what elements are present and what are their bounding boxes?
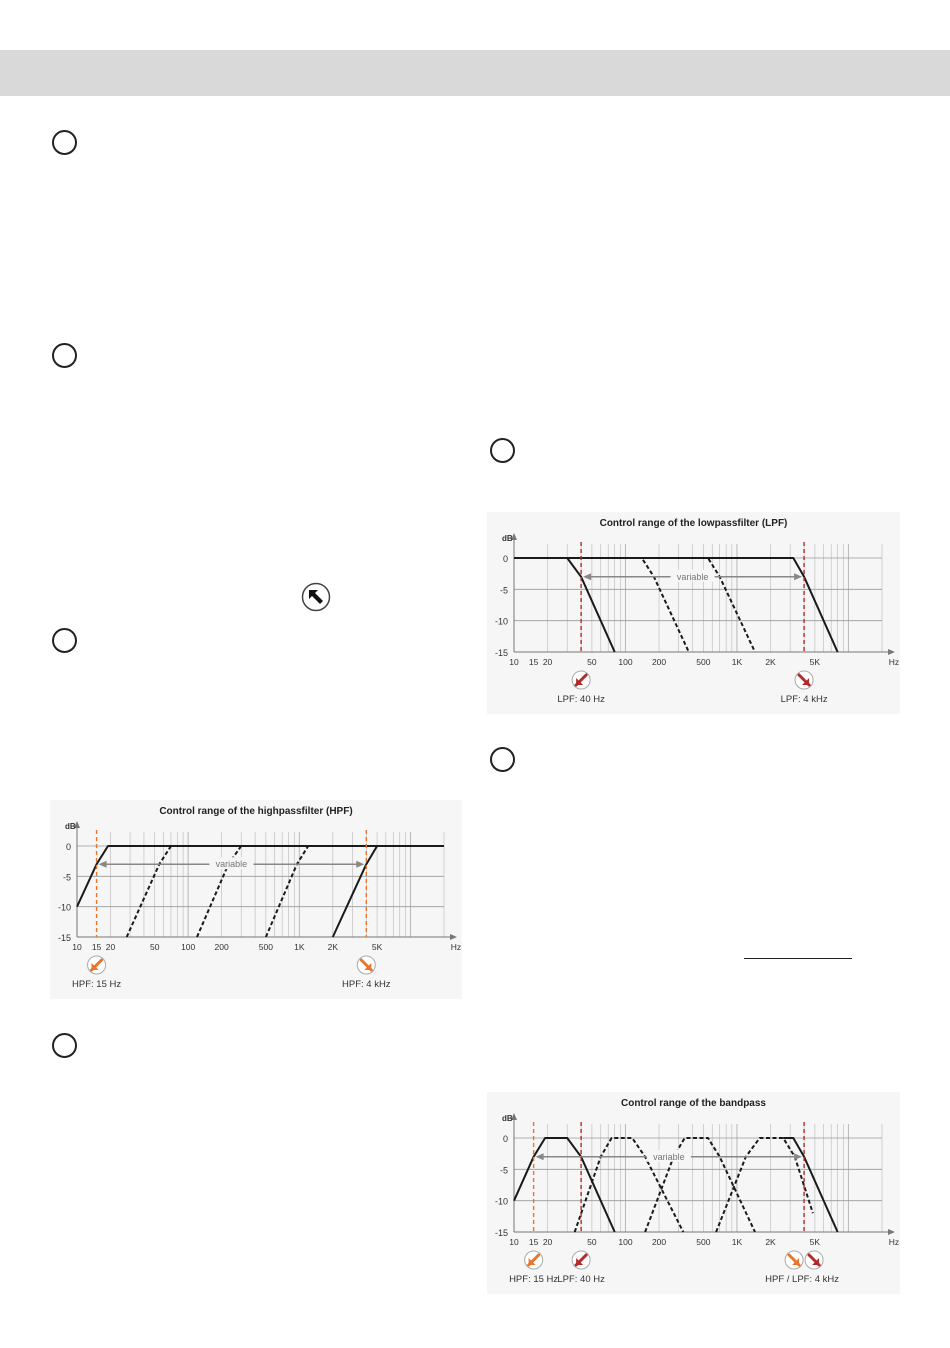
filter-curve-1: [514, 558, 615, 652]
y-tick-label: 0: [502, 554, 508, 564]
x-tick-label: 15: [528, 657, 539, 667]
x-tick-label: 5K: [371, 942, 383, 952]
variable-arrow-head-left: [536, 1153, 544, 1160]
filter-curve-3: [514, 558, 755, 652]
cutoff-label: HPF: 15 Hz: [509, 1274, 559, 1285]
x-tick-label: 15: [528, 1237, 539, 1247]
cutoff-label: HPF: 15 Hz: [72, 979, 122, 990]
y-tick-label: -15: [57, 933, 71, 943]
y-tick-label: -10: [494, 616, 508, 627]
x-tick-label: 2K: [765, 1237, 776, 1247]
x-tick-label: 200: [214, 942, 229, 952]
filter-curve-1: [514, 1138, 615, 1232]
y-tick-label: -10: [494, 1196, 508, 1207]
x-tick-label: 1K: [731, 657, 743, 667]
step-marker-5: [490, 438, 515, 463]
header-bar: [0, 50, 950, 96]
cutoff-label: LPF: 40 Hz: [557, 1274, 605, 1285]
x-tick-label: 50: [587, 657, 597, 667]
x-axis-label: Hz: [888, 1237, 900, 1247]
x-tick-label: 20: [542, 657, 553, 667]
variable-label: variable: [676, 571, 709, 582]
variable-arrow-head-left: [583, 573, 591, 580]
y-axis-label: dB: [502, 534, 513, 543]
x-tick-label: 5K: [809, 657, 821, 667]
x-tick-label: 20: [105, 942, 116, 952]
cutoff-label: HPF: 4 kHz: [342, 979, 391, 990]
x-axis-arrow: [888, 1229, 895, 1235]
x-tick-label: 500: [258, 942, 273, 952]
hpf-chart: [50, 800, 462, 999]
x-axis-arrow: [888, 649, 895, 655]
y-tick-label: -5: [62, 872, 71, 883]
x-tick-label: 100: [618, 1237, 633, 1247]
x-tick-label: 1K: [731, 1237, 743, 1247]
x-axis-label: Hz: [888, 657, 900, 667]
x-tick-label: 200: [651, 657, 667, 667]
cutoff-label: LPF: 4 kHz: [780, 694, 828, 705]
y-tick-label: 0: [65, 842, 71, 852]
arrow-up-left-icon: [301, 582, 331, 612]
step-marker-6: [490, 747, 515, 772]
y-tick-label: -10: [57, 902, 71, 913]
variable-arrow-head-left: [99, 861, 107, 868]
lpf-chart: [487, 512, 900, 714]
cutoff-label: LPF: 40 Hz: [557, 694, 605, 705]
variable-label: variable: [653, 1151, 685, 1162]
variable-label: variable: [215, 859, 248, 870]
x-tick-label: 50: [587, 1237, 597, 1247]
x-tick-label: 20: [542, 1237, 553, 1247]
step-marker-3: [52, 628, 77, 653]
bandpass-chart: [487, 1092, 900, 1294]
y-axis-label: dB: [65, 822, 76, 831]
x-tick-label: 100: [181, 942, 196, 952]
x-tick-label: 5K: [809, 1237, 821, 1247]
filter-curve-2: [514, 558, 689, 652]
variable-arrow-head-right: [794, 573, 802, 580]
x-tick-label: 2K: [765, 657, 776, 667]
chart-title: Control range of the highpassfilter (HPF): [159, 806, 353, 817]
x-axis-label: Hz: [450, 942, 462, 952]
x-tick-label: 10: [509, 1237, 519, 1247]
chart-title: Control range of the lowpassfilter (LPF): [599, 518, 788, 529]
x-tick-label: 100: [618, 657, 633, 667]
x-tick-label: 500: [696, 1237, 711, 1247]
y-tick-label: -5: [499, 585, 508, 596]
cutoff-label: HPF / LPF: 4 kHz: [765, 1274, 840, 1285]
x-tick-label: 10: [72, 942, 82, 952]
x-tick-label: 2K: [327, 942, 339, 952]
x-tick-label: 500: [696, 657, 711, 667]
x-axis-arrow: [450, 934, 457, 940]
filter-curve-4: [266, 846, 444, 937]
x-tick-label: 10: [509, 657, 519, 667]
step-marker-4: [52, 1033, 77, 1058]
y-tick-label: -15: [494, 1228, 508, 1238]
x-tick-label: 200: [651, 1237, 667, 1247]
underline-rule: [744, 958, 852, 959]
x-tick-label: 1K: [294, 942, 305, 952]
y-axis-label: dB: [502, 1114, 513, 1123]
step-marker-2: [52, 343, 77, 368]
y-tick-label: -5: [499, 1165, 508, 1176]
y-tick-label: 0: [502, 1134, 508, 1144]
variable-arrow-head-right: [794, 1153, 802, 1160]
x-tick-label: 50: [149, 942, 160, 952]
y-tick-label: -15: [494, 648, 508, 658]
x-tick-label: 15: [91, 942, 102, 952]
filter-curve-5: [333, 846, 444, 937]
step-marker-1: [52, 130, 77, 155]
variable-arrow-head-right: [356, 861, 364, 868]
chart-title: Control range of the bandpass: [620, 1098, 767, 1109]
filter-curve-4: [716, 1138, 813, 1232]
